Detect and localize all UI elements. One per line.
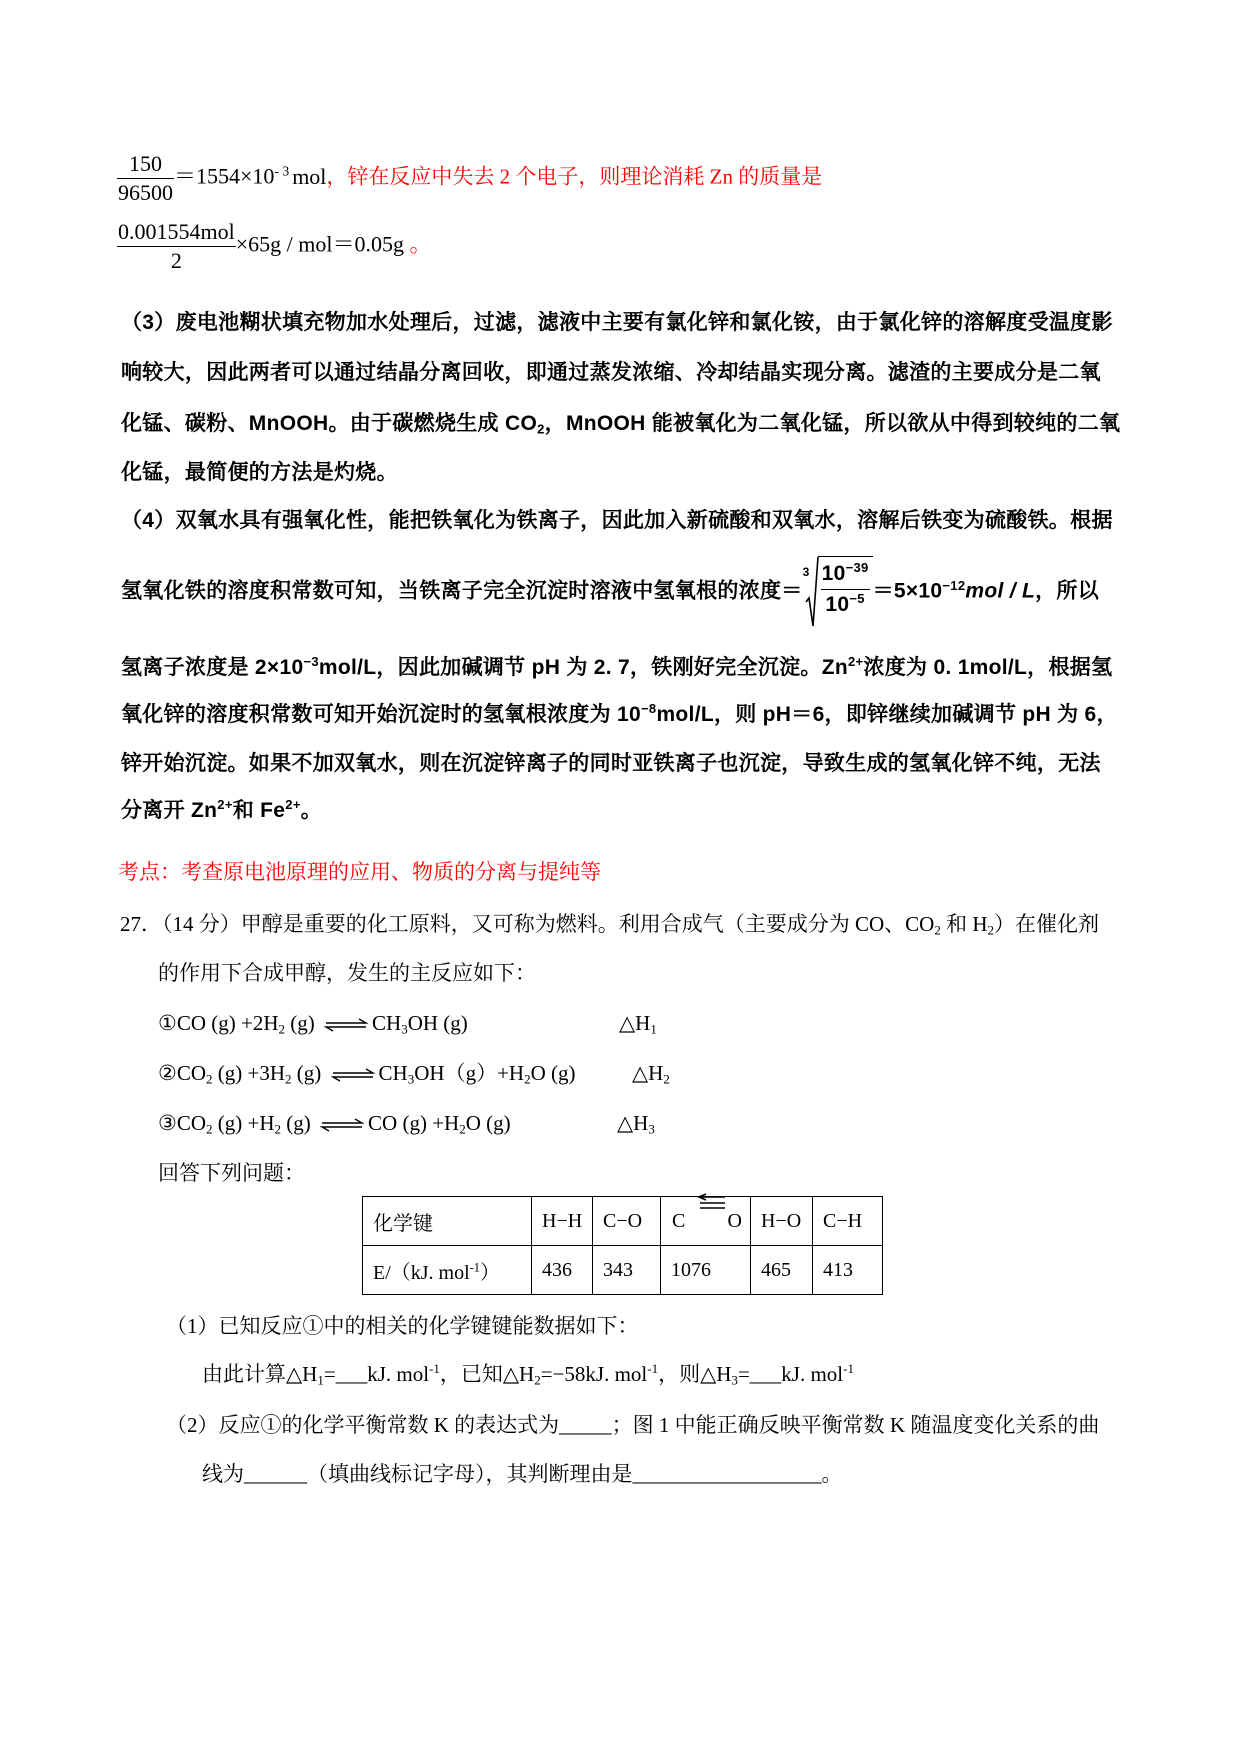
fraction xyxy=(821,559,870,620)
unit: mol xyxy=(292,163,327,189)
text-run: 。 xyxy=(300,799,323,822)
subscript: 3 xyxy=(648,1121,655,1137)
equilibrium-arrow-icon xyxy=(320,1118,364,1132)
text-run: （填曲线标记字母），其判断理由是 xyxy=(307,1462,633,1486)
exponent: -1 xyxy=(429,1361,440,1377)
text-run: ＝5×10 xyxy=(872,579,943,603)
subscript: 3 xyxy=(731,1372,738,1388)
exponent: −5 xyxy=(849,591,865,607)
fraction xyxy=(117,150,174,207)
exponent: −12 xyxy=(942,577,966,593)
para4-line-5: 锌开始沉淀。如果不加双氧水，则在沉淀锌离子的同时亚铁离子也沉淀，导致生成的氢氧化锌不纯，无法 xyxy=(121,752,1101,775)
text-run: 和 H xyxy=(940,912,988,936)
exponent: - 3 xyxy=(274,163,290,179)
text-run: OH（g）+H xyxy=(414,1061,525,1085)
text-run: 由此计算△H xyxy=(202,1362,318,1386)
subscript: 3 xyxy=(407,1071,415,1087)
text-run: CH xyxy=(372,1011,402,1035)
text-run: 线为 xyxy=(202,1462,244,1486)
subscript: 2 xyxy=(206,1071,213,1087)
text-run: （2）反应①的化学平衡常数 K 的表达式为 xyxy=(166,1413,560,1437)
table-cell: 343 xyxy=(593,1246,661,1295)
text-run: (g) +H xyxy=(212,1111,275,1135)
text-run: =−58kJ. mol xyxy=(540,1362,648,1386)
para3-line-2: 响较大，因此两者可以通过结晶分离回收，即通过蒸发浓缩、冷却结晶实现分离。滤渣的主要成分是二氧 xyxy=(121,361,1101,384)
table-cell: H−O xyxy=(751,1197,813,1246)
reaction-3 xyxy=(158,1109,718,1137)
answer-note-red: ，锌在反应中失去 2 个电子，则理论消耗 Zn 的质量是 xyxy=(326,164,823,189)
subscript: 1 xyxy=(650,1021,657,1037)
answer-blank: ___ xyxy=(749,1362,782,1386)
subscript: 1 xyxy=(317,1372,324,1388)
solution-line-2 xyxy=(117,218,432,275)
para4-line-6 xyxy=(121,797,322,825)
para3-line-4: 化锰，最简便的方法是灼烧。 xyxy=(121,461,398,484)
charge: 2+ xyxy=(217,797,233,813)
subscript: 2 xyxy=(934,922,941,938)
fraction-numerator: 150 xyxy=(129,151,162,176)
text-run: 氢离子浓度是 2×10 xyxy=(121,656,304,679)
text-run: = xyxy=(737,1362,750,1386)
subscript: 2 xyxy=(537,421,545,437)
exponent: -1 xyxy=(843,1361,854,1377)
text-run: mol/L，因此加碱调节 pH 为 2. 7，铁刚好完全沉淀。Zn xyxy=(318,656,848,679)
text-run: ③CO xyxy=(158,1111,206,1135)
table-cell: 436 xyxy=(532,1246,593,1295)
text-run: 浓度为 0. 1mol/L，根据氢 xyxy=(863,656,1113,679)
text-run: = xyxy=(323,1362,336,1386)
subquestion-1: （1）已知反应①中的相关的化学键键能数据如下： xyxy=(166,1314,639,1338)
subscript: 2 xyxy=(278,1021,286,1037)
text-run: (g) +3H xyxy=(212,1061,286,1085)
enthalpy-label xyxy=(619,1009,657,1037)
fraction-denominator xyxy=(821,590,870,620)
subquestion-1-calc xyxy=(202,1360,854,1388)
text-run: 氢氧化铁的溶度积常数可知，当铁离子完全沉淀时溶液中氢氧根的浓度＝ xyxy=(121,579,803,603)
reaction-2 xyxy=(158,1059,718,1087)
base: 10 xyxy=(825,593,850,616)
math-expression: ＝1554×10 xyxy=(174,163,275,189)
text-run: 分离开 Zn xyxy=(121,799,218,822)
para4-line-4 xyxy=(121,701,1118,729)
subscript: 2 xyxy=(663,1071,670,1087)
text-run: mol/L，则 pH＝6，即锌继续加碱调节 pH 为 6， xyxy=(656,703,1118,726)
subscript: 2 xyxy=(274,1121,282,1137)
delta-h: △H xyxy=(632,1061,664,1085)
dative-triple-bond-icon xyxy=(697,1193,727,1211)
solution-line-1 xyxy=(117,150,822,207)
para4-line-1: （4）双氧水具有强氧化性，能把铁氧化为铁离子，因此加入新硫酸和双氧水，溶解后铁变为硫酸铁。根据 xyxy=(121,509,1113,532)
text-run: 化锰、碳粉、MnOOH。由于碳燃烧生成 CO xyxy=(121,412,538,435)
text-run: kJ. mol xyxy=(367,1362,430,1386)
text-run: O (g) xyxy=(465,1111,511,1135)
q27-line-2: 的作用下合成甲醇，发生的主反应如下： xyxy=(158,961,536,985)
root-index: 3 xyxy=(802,565,810,579)
atom-label: C xyxy=(672,1210,686,1232)
table-cell: 1076 xyxy=(661,1246,751,1295)
exponent: −8 xyxy=(641,701,657,717)
answer-blank: ___ xyxy=(335,1362,368,1386)
answer-blank: _____ xyxy=(559,1413,612,1437)
math-expression: ×65g / mol＝0.05g xyxy=(235,231,404,257)
table-row xyxy=(363,1246,883,1295)
subscript: 2 xyxy=(459,1121,466,1137)
text-run: (g) xyxy=(281,1111,311,1135)
subscript: 2 xyxy=(524,1071,531,1087)
para4-line-3 xyxy=(121,654,1112,682)
text-run: 和 Fe xyxy=(232,799,286,822)
subscript: 2 xyxy=(285,1071,292,1087)
text-run: CO (g) +H xyxy=(368,1111,460,1135)
text-run: (g) xyxy=(285,1011,315,1035)
fraction-denominator: 96500 xyxy=(118,180,173,205)
charge: 2+ xyxy=(847,654,864,670)
subquestion-2-cont xyxy=(202,1460,843,1488)
table-cell-triple-bond xyxy=(661,1197,751,1246)
delta-h: △H xyxy=(617,1111,649,1135)
table-cell: 465 xyxy=(751,1246,813,1295)
text-run: ，已知△H xyxy=(439,1362,535,1386)
equilibrium-arrow-icon xyxy=(324,1018,368,1032)
text-run: E/（kJ. mol xyxy=(373,1261,470,1284)
text-run: ）在催化剂 xyxy=(994,912,1100,936)
para3-line-3 xyxy=(121,410,1120,438)
atom-label: O xyxy=(727,1210,742,1232)
answer-prompt: 回答下列问题： xyxy=(158,1161,305,1185)
charge: 2+ xyxy=(285,797,301,813)
bond-energy-table xyxy=(362,1196,883,1295)
text-run: ；图 1 中能正确反映平衡常数 K 随温度变化关系的曲 xyxy=(611,1413,1100,1437)
answer-blank: ______ xyxy=(244,1462,307,1486)
text-run: ②CO xyxy=(158,1061,206,1085)
subquestion-2 xyxy=(166,1411,1099,1439)
para4-line-2 xyxy=(121,556,1099,628)
text-run: ，MnOOH 能被氧化为二氧化锰，所以欲从中得到较纯的二氧 xyxy=(544,412,1121,435)
text-run: CH xyxy=(378,1061,408,1085)
fraction-numerator xyxy=(821,559,870,589)
text-run: ，所以 xyxy=(1035,579,1100,603)
q27-line-1 xyxy=(120,910,1099,938)
cube-root xyxy=(803,556,873,628)
subscript: 2 xyxy=(987,922,995,938)
text-run: ，则△H xyxy=(658,1362,732,1386)
unit: mol / L xyxy=(965,579,1036,603)
kaodian-note: 考点：考查原电池原理的应用、物质的分离与提纯等 xyxy=(118,860,601,884)
enthalpy-label xyxy=(632,1059,670,1087)
para3-line-1: （3）废电池糊状填充物加水处理后，过滤，滤液中主要有氯化锌和氯化铵，由于氯化锌的溶解度受温度影 xyxy=(121,311,1113,334)
table-row xyxy=(363,1197,883,1246)
text-run: 氧化锌的溶度积常数可知开始沉淀时的氢氧根浓度为 10 xyxy=(121,703,641,726)
base: 10 xyxy=(821,562,846,585)
exponent: -1 xyxy=(469,1260,480,1275)
fraction-denominator: 2 xyxy=(170,248,182,273)
equilibrium-arrow-icon xyxy=(331,1068,375,1082)
text-run: (g) xyxy=(291,1061,322,1085)
exponent: −39 xyxy=(845,560,869,576)
fraction xyxy=(117,218,236,275)
text-run: ①CO (g) +2H xyxy=(158,1011,279,1035)
text-run: OH (g) xyxy=(407,1011,468,1035)
radicand xyxy=(818,556,873,620)
table-cell: C−O xyxy=(593,1197,661,1246)
reaction-1 xyxy=(158,1009,718,1037)
text-run: 27．（14 分）甲醇是重要的化工原料，又可称为燃料。利用合成气（主要成分为 CO、CO xyxy=(120,912,935,936)
period-red: 。 xyxy=(403,231,432,257)
table-cell: H−H xyxy=(532,1197,593,1246)
subscript: 2 xyxy=(206,1121,213,1137)
exponent: -1 xyxy=(647,1361,659,1377)
table-cell: 413 xyxy=(813,1246,883,1295)
text-run: 。 xyxy=(821,1462,843,1486)
delta-h: △H xyxy=(619,1011,651,1035)
fraction-numerator: 0.001554mol xyxy=(118,219,235,244)
subscript: 3 xyxy=(401,1021,408,1037)
table-cell xyxy=(363,1246,532,1295)
text-run: O (g) xyxy=(530,1061,576,1085)
enthalpy-label xyxy=(617,1109,655,1137)
subscript: 2 xyxy=(534,1372,541,1388)
text-run: ） xyxy=(480,1261,500,1284)
table-cell: C−H xyxy=(813,1197,883,1246)
text-run: kJ. mol xyxy=(781,1362,844,1386)
table-cell: 化学键 xyxy=(363,1197,532,1246)
exponent: −3 xyxy=(303,654,319,670)
answer-blank: __________________ xyxy=(632,1462,822,1486)
